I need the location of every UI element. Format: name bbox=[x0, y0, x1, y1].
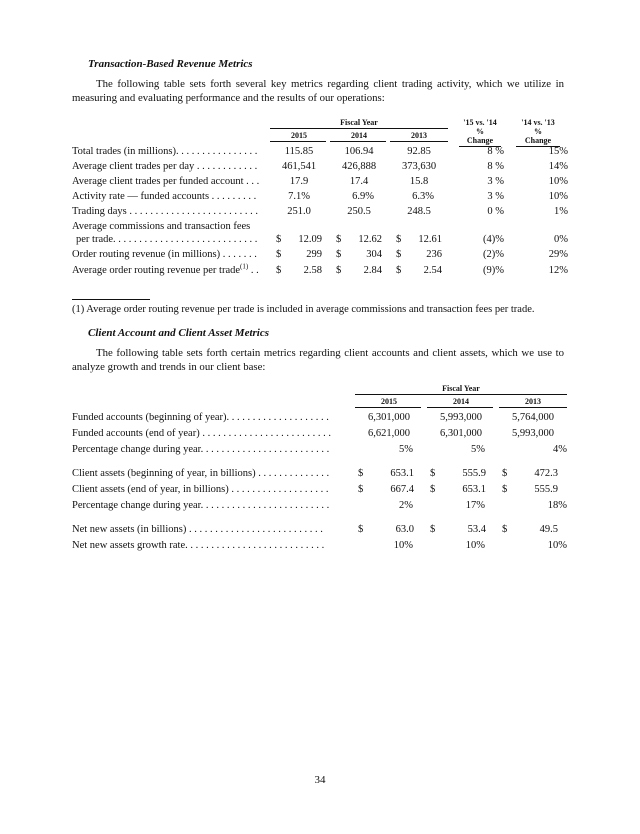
paragraph-text: The following table sets forth certain metrics regarding client accounts and client assets, which we use to analyze growth and trends in our client base: bbox=[72, 347, 564, 373]
table-row bbox=[72, 538, 568, 553]
table1-col-2013: 2013 bbox=[411, 131, 427, 140]
cell-2014: 106.94 bbox=[344, 146, 374, 157]
cell-2013: 373,630 bbox=[401, 161, 437, 172]
cell-2014: 653.1 bbox=[462, 484, 486, 495]
cell-2013: 5,764,000 bbox=[512, 412, 554, 423]
dollar-sign: $ bbox=[276, 265, 282, 276]
table1-col-2014: 2014 bbox=[351, 131, 367, 140]
dollar-sign: $ bbox=[396, 249, 402, 260]
cell-2015: 115.85 bbox=[284, 146, 314, 157]
cell-2015: 10% bbox=[393, 540, 413, 551]
cell-2015: 6,301,000 bbox=[368, 412, 410, 423]
dollar-sign: $ bbox=[430, 468, 436, 479]
cell-2013: 5,993,000 bbox=[512, 428, 554, 439]
table2-fiscal-year-header: Fiscal Year bbox=[442, 384, 480, 393]
cell-2015: 63.0 bbox=[395, 524, 414, 535]
cell-2014: 17% bbox=[465, 500, 485, 511]
dollar-sign: $ bbox=[502, 484, 508, 495]
table-row bbox=[72, 144, 568, 159]
row-label: Average commissions and transaction fees bbox=[72, 221, 251, 232]
table1-fiscal-year-header: Fiscal Year bbox=[340, 118, 378, 127]
cell-2014: 6.9% bbox=[352, 191, 374, 202]
row-label: Client assets (end of year, in billions) . . . . . . . . . . . . . . . . . . . bbox=[72, 484, 329, 495]
row-label: Percentage change during year. . . . . . . . . . . . . . . . . . . . . . . . . bbox=[72, 500, 330, 511]
table1-change1-header bbox=[455, 118, 505, 145]
table-row bbox=[72, 159, 568, 174]
change-header-line: % bbox=[534, 127, 542, 136]
table2-header-rule bbox=[355, 394, 567, 395]
row-label-tail: . . bbox=[248, 265, 259, 276]
cell-2014: 304 bbox=[366, 249, 382, 260]
cell-2013: 6.3% bbox=[412, 191, 434, 202]
table-row bbox=[72, 232, 568, 247]
cell-2014: 10% bbox=[465, 540, 485, 551]
cell-2015: 12.09 bbox=[298, 234, 322, 245]
row-label: Average client trades per funded account . . . bbox=[72, 176, 260, 187]
cell-change-15-14: 0 % bbox=[487, 206, 504, 217]
cell-2014: 53.4 bbox=[467, 524, 486, 535]
section-paragraph-client-metrics bbox=[72, 346, 564, 374]
row-label: Order routing revenue (in millions) . . . . . . . bbox=[72, 249, 257, 260]
cell-2014: 555.9 bbox=[462, 468, 486, 479]
dollar-sign: $ bbox=[358, 484, 364, 495]
paragraph-text: The following table sets forth several key metrics regarding client trading activity, which we utilize in measuring and evaluating performance and the results of our operations: bbox=[72, 78, 564, 104]
table1-header-rule bbox=[270, 128, 448, 129]
cell-change-14-13: 10% bbox=[548, 191, 568, 202]
dollar-sign: $ bbox=[430, 524, 436, 535]
cell-change-15-14: 3 % bbox=[487, 191, 504, 202]
footnote-marker: (1) bbox=[240, 262, 249, 271]
cell-change-15-14: 3 % bbox=[487, 176, 504, 187]
table-row bbox=[72, 466, 568, 481]
change-header-line: % bbox=[476, 127, 484, 136]
dollar-sign: $ bbox=[502, 468, 508, 479]
table-row bbox=[72, 204, 568, 219]
dollar-sign: $ bbox=[336, 265, 342, 276]
table-row bbox=[72, 247, 568, 262]
row-label: Trading days . . . . . . . . . . . . . . . . . . . . . . . . . bbox=[72, 206, 258, 217]
table1-change2-header bbox=[510, 118, 566, 145]
cell-2014: 12.62 bbox=[358, 234, 382, 245]
cell-2015: 17.9 bbox=[289, 176, 309, 187]
cell-2014: 17.4 bbox=[349, 176, 369, 187]
cell-change-15-14: (2)% bbox=[483, 249, 504, 260]
cell-2013: 4% bbox=[553, 444, 567, 455]
section-heading-client-metrics: Client Account and Client Asset Metrics bbox=[88, 327, 270, 339]
cell-change-15-14: (9)% bbox=[483, 265, 504, 276]
cell-2015: 299 bbox=[306, 249, 322, 260]
dollar-sign: $ bbox=[276, 234, 282, 245]
table2-col-2013: 2013 bbox=[525, 397, 541, 406]
cell-change-14-13: 29% bbox=[548, 249, 568, 260]
cell-2013: 49.5 bbox=[539, 524, 558, 535]
table1-col-rule bbox=[330, 141, 386, 142]
table2-col-2015: 2015 bbox=[381, 397, 397, 406]
table-row bbox=[72, 522, 568, 537]
cell-2013: 236 bbox=[426, 249, 442, 260]
table2-col-rule bbox=[499, 407, 567, 408]
table2-col-rule bbox=[427, 407, 493, 408]
row-label: Net new assets (in billions) . . . . . . . . . . . . . . . . . . . . . . . . . . bbox=[72, 524, 323, 535]
row-label-continued: per trade. . . . . . . . . . . . . . . . . . . . . . . . . . . . bbox=[76, 234, 258, 245]
cell-change-14-13: 10% bbox=[548, 176, 568, 187]
cell-change-14-13: 15% bbox=[548, 146, 568, 157]
cell-2015: 667.4 bbox=[390, 484, 414, 495]
cell-2014: 6,301,000 bbox=[440, 428, 482, 439]
footnote-rule bbox=[72, 299, 150, 300]
change-header-line: '15 vs. '14 bbox=[463, 118, 497, 127]
cell-2014: 5% bbox=[471, 444, 485, 455]
cell-2015: 6,621,000 bbox=[368, 428, 410, 439]
table-row bbox=[72, 189, 568, 204]
cell-2013: 12.61 bbox=[418, 234, 442, 245]
row-label-text: Average order routing revenue per trade bbox=[72, 265, 241, 276]
table-row bbox=[72, 410, 568, 425]
cell-2015: 2.58 bbox=[303, 265, 322, 276]
cell-2013: 472.3 bbox=[534, 468, 558, 479]
cell-change-15-14: (4)% bbox=[483, 234, 504, 245]
table2-col-rule bbox=[355, 407, 421, 408]
table-row bbox=[72, 263, 568, 278]
cell-2013: 92.85 bbox=[407, 146, 431, 157]
cell-change-15-14: 8 % bbox=[487, 146, 504, 157]
section-paragraph-transaction-metrics bbox=[72, 77, 564, 105]
table-row bbox=[72, 426, 568, 441]
cell-2015: 2% bbox=[399, 500, 413, 511]
row-label: Activity rate — funded accounts . . . . . . . . . bbox=[72, 191, 257, 202]
cell-2015: 461,541 bbox=[281, 161, 317, 172]
cell-2014: 2.84 bbox=[363, 265, 382, 276]
dollar-sign: $ bbox=[358, 468, 364, 479]
dollar-sign: $ bbox=[502, 524, 508, 535]
cell-2013: 2.54 bbox=[423, 265, 442, 276]
cell-2014: 426,888 bbox=[341, 161, 377, 172]
cell-2015: 653.1 bbox=[390, 468, 414, 479]
dollar-sign: $ bbox=[336, 249, 342, 260]
cell-2013: 555.9 bbox=[534, 484, 558, 495]
row-label bbox=[72, 263, 259, 278]
cell-change-14-13: 0% bbox=[554, 234, 568, 245]
row-label: Funded accounts (beginning of year). . . . . . . . . . . . . . . . . . . . bbox=[72, 412, 329, 423]
table-row bbox=[72, 442, 568, 457]
cell-2013: 15.8 bbox=[409, 176, 429, 187]
change-header-line: Change bbox=[466, 136, 494, 145]
cell-change-14-13: 1% bbox=[554, 206, 568, 217]
dollar-sign: $ bbox=[276, 249, 282, 260]
cell-change-15-14: 8 % bbox=[487, 161, 504, 172]
dollar-sign: $ bbox=[430, 484, 436, 495]
change-header-line: Change bbox=[524, 136, 552, 145]
section-heading-transaction-metrics: Transaction-Based Revenue Metrics bbox=[88, 58, 253, 70]
cell-2014: 5,993,000 bbox=[440, 412, 482, 423]
cell-change-14-13: 12% bbox=[548, 265, 568, 276]
table-row bbox=[72, 174, 568, 189]
cell-2015: 7.1% bbox=[288, 191, 310, 202]
footnote: (1) Average order routing revenue per trade is included in average commissions and transaction fees per trade. bbox=[72, 304, 535, 315]
cell-change-14-13: 14% bbox=[548, 161, 568, 172]
page-number: 34 bbox=[314, 774, 326, 786]
table2-col-2014: 2014 bbox=[453, 397, 469, 406]
dollar-sign: $ bbox=[396, 234, 402, 245]
row-label: Funded accounts (end of year) . . . . . . . . . . . . . . . . . . . . . . . . . bbox=[72, 428, 331, 439]
row-label: Net new assets growth rate. . . . . . . . . . . . . . . . . . . . . . . . . . . bbox=[72, 540, 325, 551]
dollar-sign: $ bbox=[336, 234, 342, 245]
table1-col-rule bbox=[270, 141, 326, 142]
dollar-sign: $ bbox=[396, 265, 402, 276]
row-label: Average client trades per day . . . . . . . . . . . . bbox=[72, 161, 258, 172]
row-label: Client assets (beginning of year, in billions) . . . . . . . . . . . . . . bbox=[72, 468, 330, 479]
table1-col-rule bbox=[390, 141, 448, 142]
row-label: Percentage change during year. . . . . . . . . . . . . . . . . . . . . . . . . bbox=[72, 444, 330, 455]
cell-2013: 248.5 bbox=[407, 206, 431, 217]
dollar-sign: $ bbox=[358, 524, 364, 535]
row-label: Total trades (in millions). . . . . . . . . . . . . . . . bbox=[72, 146, 258, 157]
table-row bbox=[72, 482, 568, 497]
cell-2013: 18% bbox=[547, 500, 567, 511]
cell-2014: 250.5 bbox=[347, 206, 371, 217]
cell-2013: 10% bbox=[547, 540, 567, 551]
cell-2015: 5% bbox=[399, 444, 413, 455]
table1-col-2015: 2015 bbox=[291, 131, 307, 140]
change-header-line: '14 vs. '13 bbox=[521, 118, 555, 127]
table-row bbox=[72, 498, 568, 513]
cell-2015: 251.0 bbox=[287, 206, 311, 217]
